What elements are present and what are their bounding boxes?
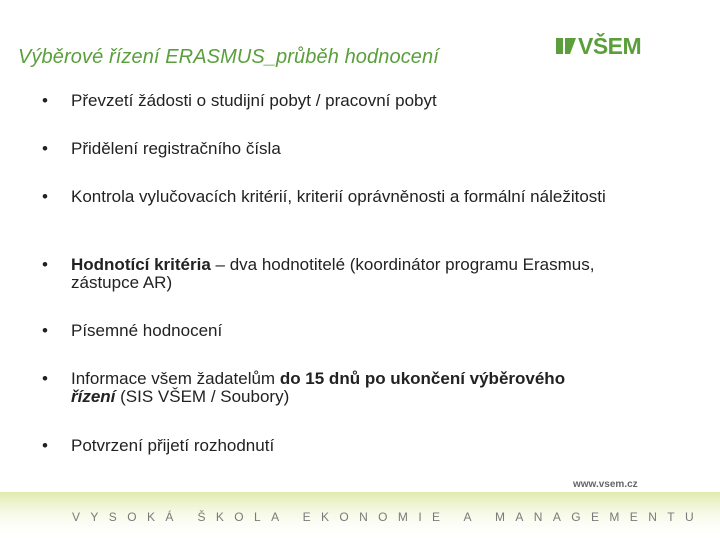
emphasis-text: do 15 dnů po ukončení výběrového [279, 369, 566, 388]
website-url: www.vsem.cz [573, 479, 638, 490]
list-item-rest: – dva hodnotitelé (koordinátor programu Erasmus, zástupce AR) [71, 255, 595, 292]
list-item-text: Převzetí žádosti o studijní pobyt / pracovní pobyt [71, 91, 437, 110]
footer-tagline: VYSOKÁ ŠKOLA EKONOMIE A MANAGEMENTU [72, 510, 705, 524]
bullet-dot: • [42, 187, 48, 206]
list-item-text [71, 256, 631, 292]
logo-mark-icon [556, 36, 576, 56]
bullet-dot: • [42, 436, 48, 455]
vsem-logo [556, 34, 652, 58]
logo-text: VŠEM [578, 33, 642, 59]
bullet-dot: • [42, 369, 48, 388]
list-item-post: (SIS VŠEM / Soubory) [115, 387, 290, 406]
slide-title: Výběrové řízení ERASMUS_průběh hodnocení [18, 46, 439, 68]
bullet-dot: • [42, 91, 48, 110]
list-item-text: Přidělení registračního čísla [71, 139, 281, 158]
bullet-dot: • [42, 139, 48, 158]
emphasis-italic-text: řízení [71, 387, 116, 406]
emphasis-text: Hodnotící kritéria [71, 255, 211, 274]
list-item-text [71, 370, 661, 406]
list-item-text: Potvrzení přijetí rozhodnutí [71, 436, 275, 455]
bullet-dot: • [42, 321, 48, 340]
bullet-dot: • [42, 255, 48, 274]
list-item-pre: Informace všem žadatelům [71, 369, 280, 388]
list-item-text: Kontrola vylučovacích kritérií, kriterií oprávněnosti a formální náležitosti [71, 187, 606, 206]
list-item-text: Písemné hodnocení [71, 321, 223, 340]
